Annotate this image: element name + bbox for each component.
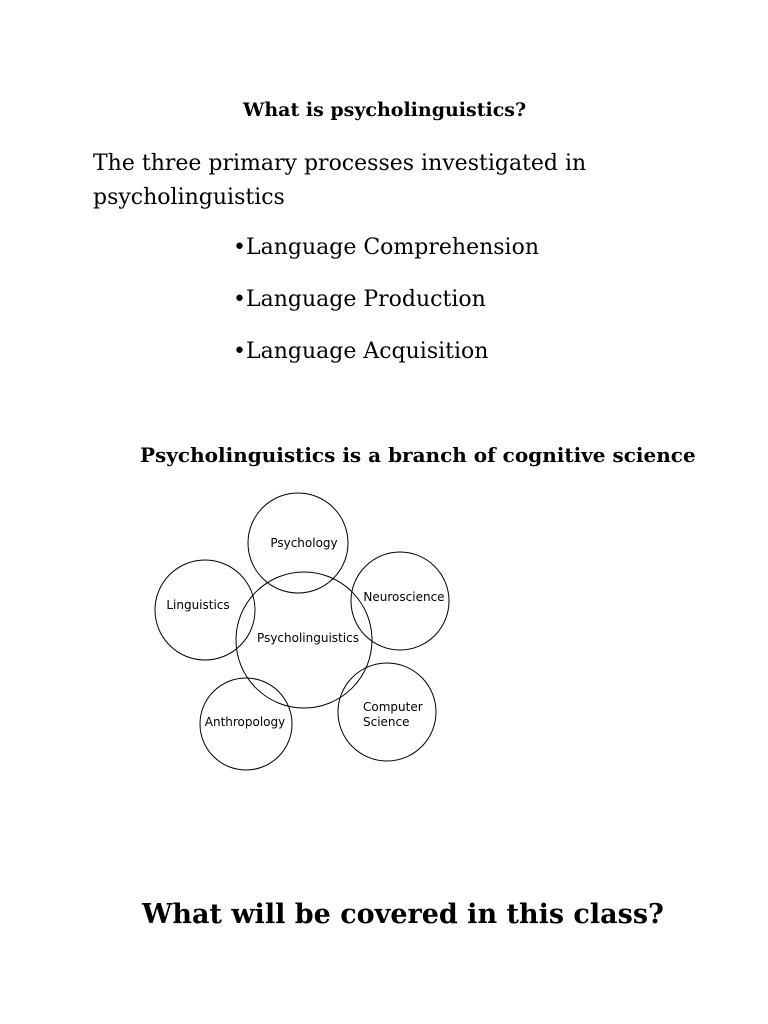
section-title: What is psycholinguistics? xyxy=(243,99,527,121)
class-coverage-heading: What will be covered in this class? xyxy=(142,899,664,930)
intro-line-2: psycholinguistics xyxy=(93,185,285,210)
bullet-production: •Language Production xyxy=(233,287,486,312)
computer-label: Computer xyxy=(363,700,423,714)
section-subtitle: Psycholinguistics is a branch of cognitive science xyxy=(140,443,696,467)
neuroscience-label: Neuroscience xyxy=(363,590,445,604)
linguistics-label: Linguistics xyxy=(166,598,230,612)
bullet-acquisition: •Language Acquisition xyxy=(233,339,489,364)
psychology-label: Psychology xyxy=(270,536,338,550)
bullet-comprehension: •Language Comprehension xyxy=(233,235,539,260)
anthropology-label: Anthropology xyxy=(204,715,286,729)
psycholinguistics-label: Psycholinguistics xyxy=(257,631,359,645)
science-label: Science xyxy=(363,715,410,729)
intro-line-1: The three primary processes investigated in xyxy=(93,151,587,176)
